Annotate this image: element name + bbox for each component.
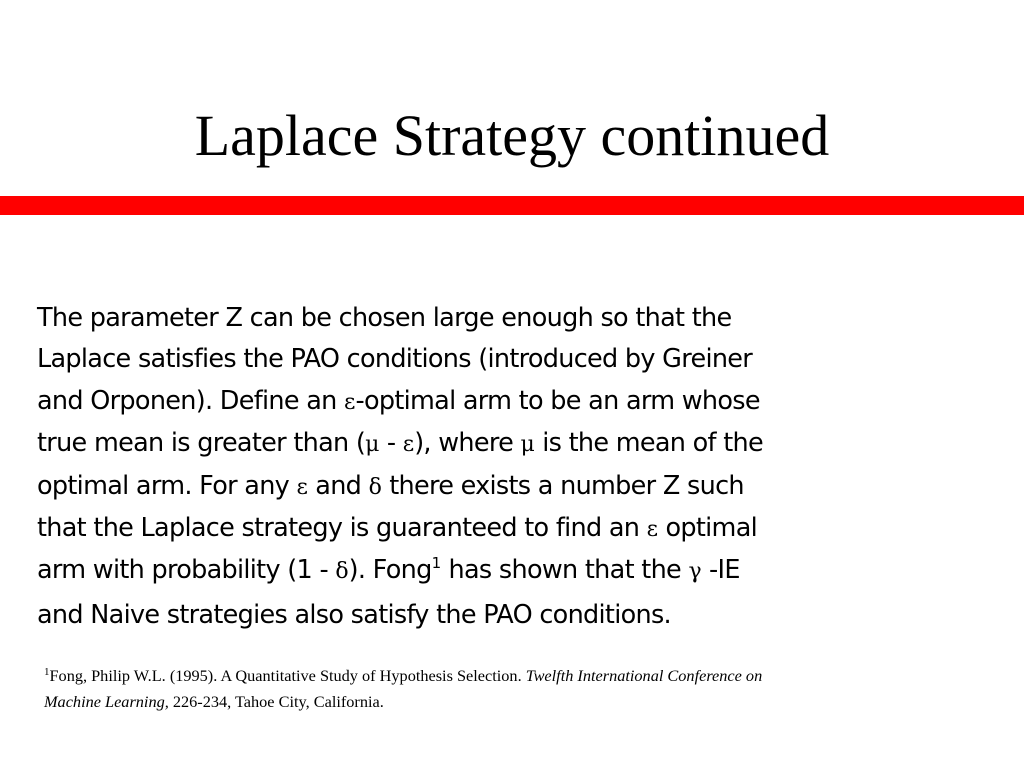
body-paragraph: [37, 298, 997, 636]
body-line-7: arm with probability (1 - δ). Fong$^1$ has shown that the γ -IE: [37, 554, 740, 586]
body-line-1: The parameter Z can be chosen large enough so that the: [37, 303, 732, 333]
gamma-symbol: γ: [688, 559, 702, 585]
body-line-5: optimal arm. For any ε and δ there exists a number Z such: [37, 470, 744, 501]
mu-symbol: μ: [365, 432, 380, 458]
epsilon-symbol: ε: [344, 389, 356, 415]
epsilon-symbol: ε: [296, 474, 308, 500]
footnote-number: 1: [44, 666, 50, 678]
body-line-2: Laplace satisfies the PAO conditions (introduced by Greiner: [37, 344, 753, 375]
body-line-4: true mean is greater than (μ - ε), where μ is the mean of the: [37, 428, 763, 459]
body-line-8: and Naive strategies also satisfy the PAO conditions.: [37, 599, 671, 630]
epsilon-symbol: ε: [646, 517, 659, 543]
mu-symbol: μ: [520, 432, 535, 458]
delta-symbol: δ: [368, 474, 382, 500]
slide-title: Laplace Strategy continued: [194, 103, 830, 168]
body-line-6: that the Laplace strategy is guaranteed to find an ε optimal: [37, 513, 758, 544]
footnote-marker: 1: [431, 554, 442, 573]
footnote-line-1: $^1$Fong, Philip W.L. (1995). A Quantitative Study of Hypothesis Selection. Twelfth International Conference on: [44, 666, 763, 685]
footnote-line-2: Machine Learning, 226-234, Tahoe City, California.: [44, 692, 384, 711]
title-divider: [0, 196, 1024, 215]
epsilon-symbol: ε: [402, 432, 415, 458]
footnote-venue: Twelfth International Conference on: [525, 666, 763, 685]
footnote: [44, 664, 1004, 713]
footnote-venue-cont: Machine Learning,: [44, 692, 169, 711]
delta-symbol: δ: [335, 559, 349, 585]
body-line-3: and Orponen). Define an ε-optimal arm to be an arm whose: [37, 385, 760, 416]
